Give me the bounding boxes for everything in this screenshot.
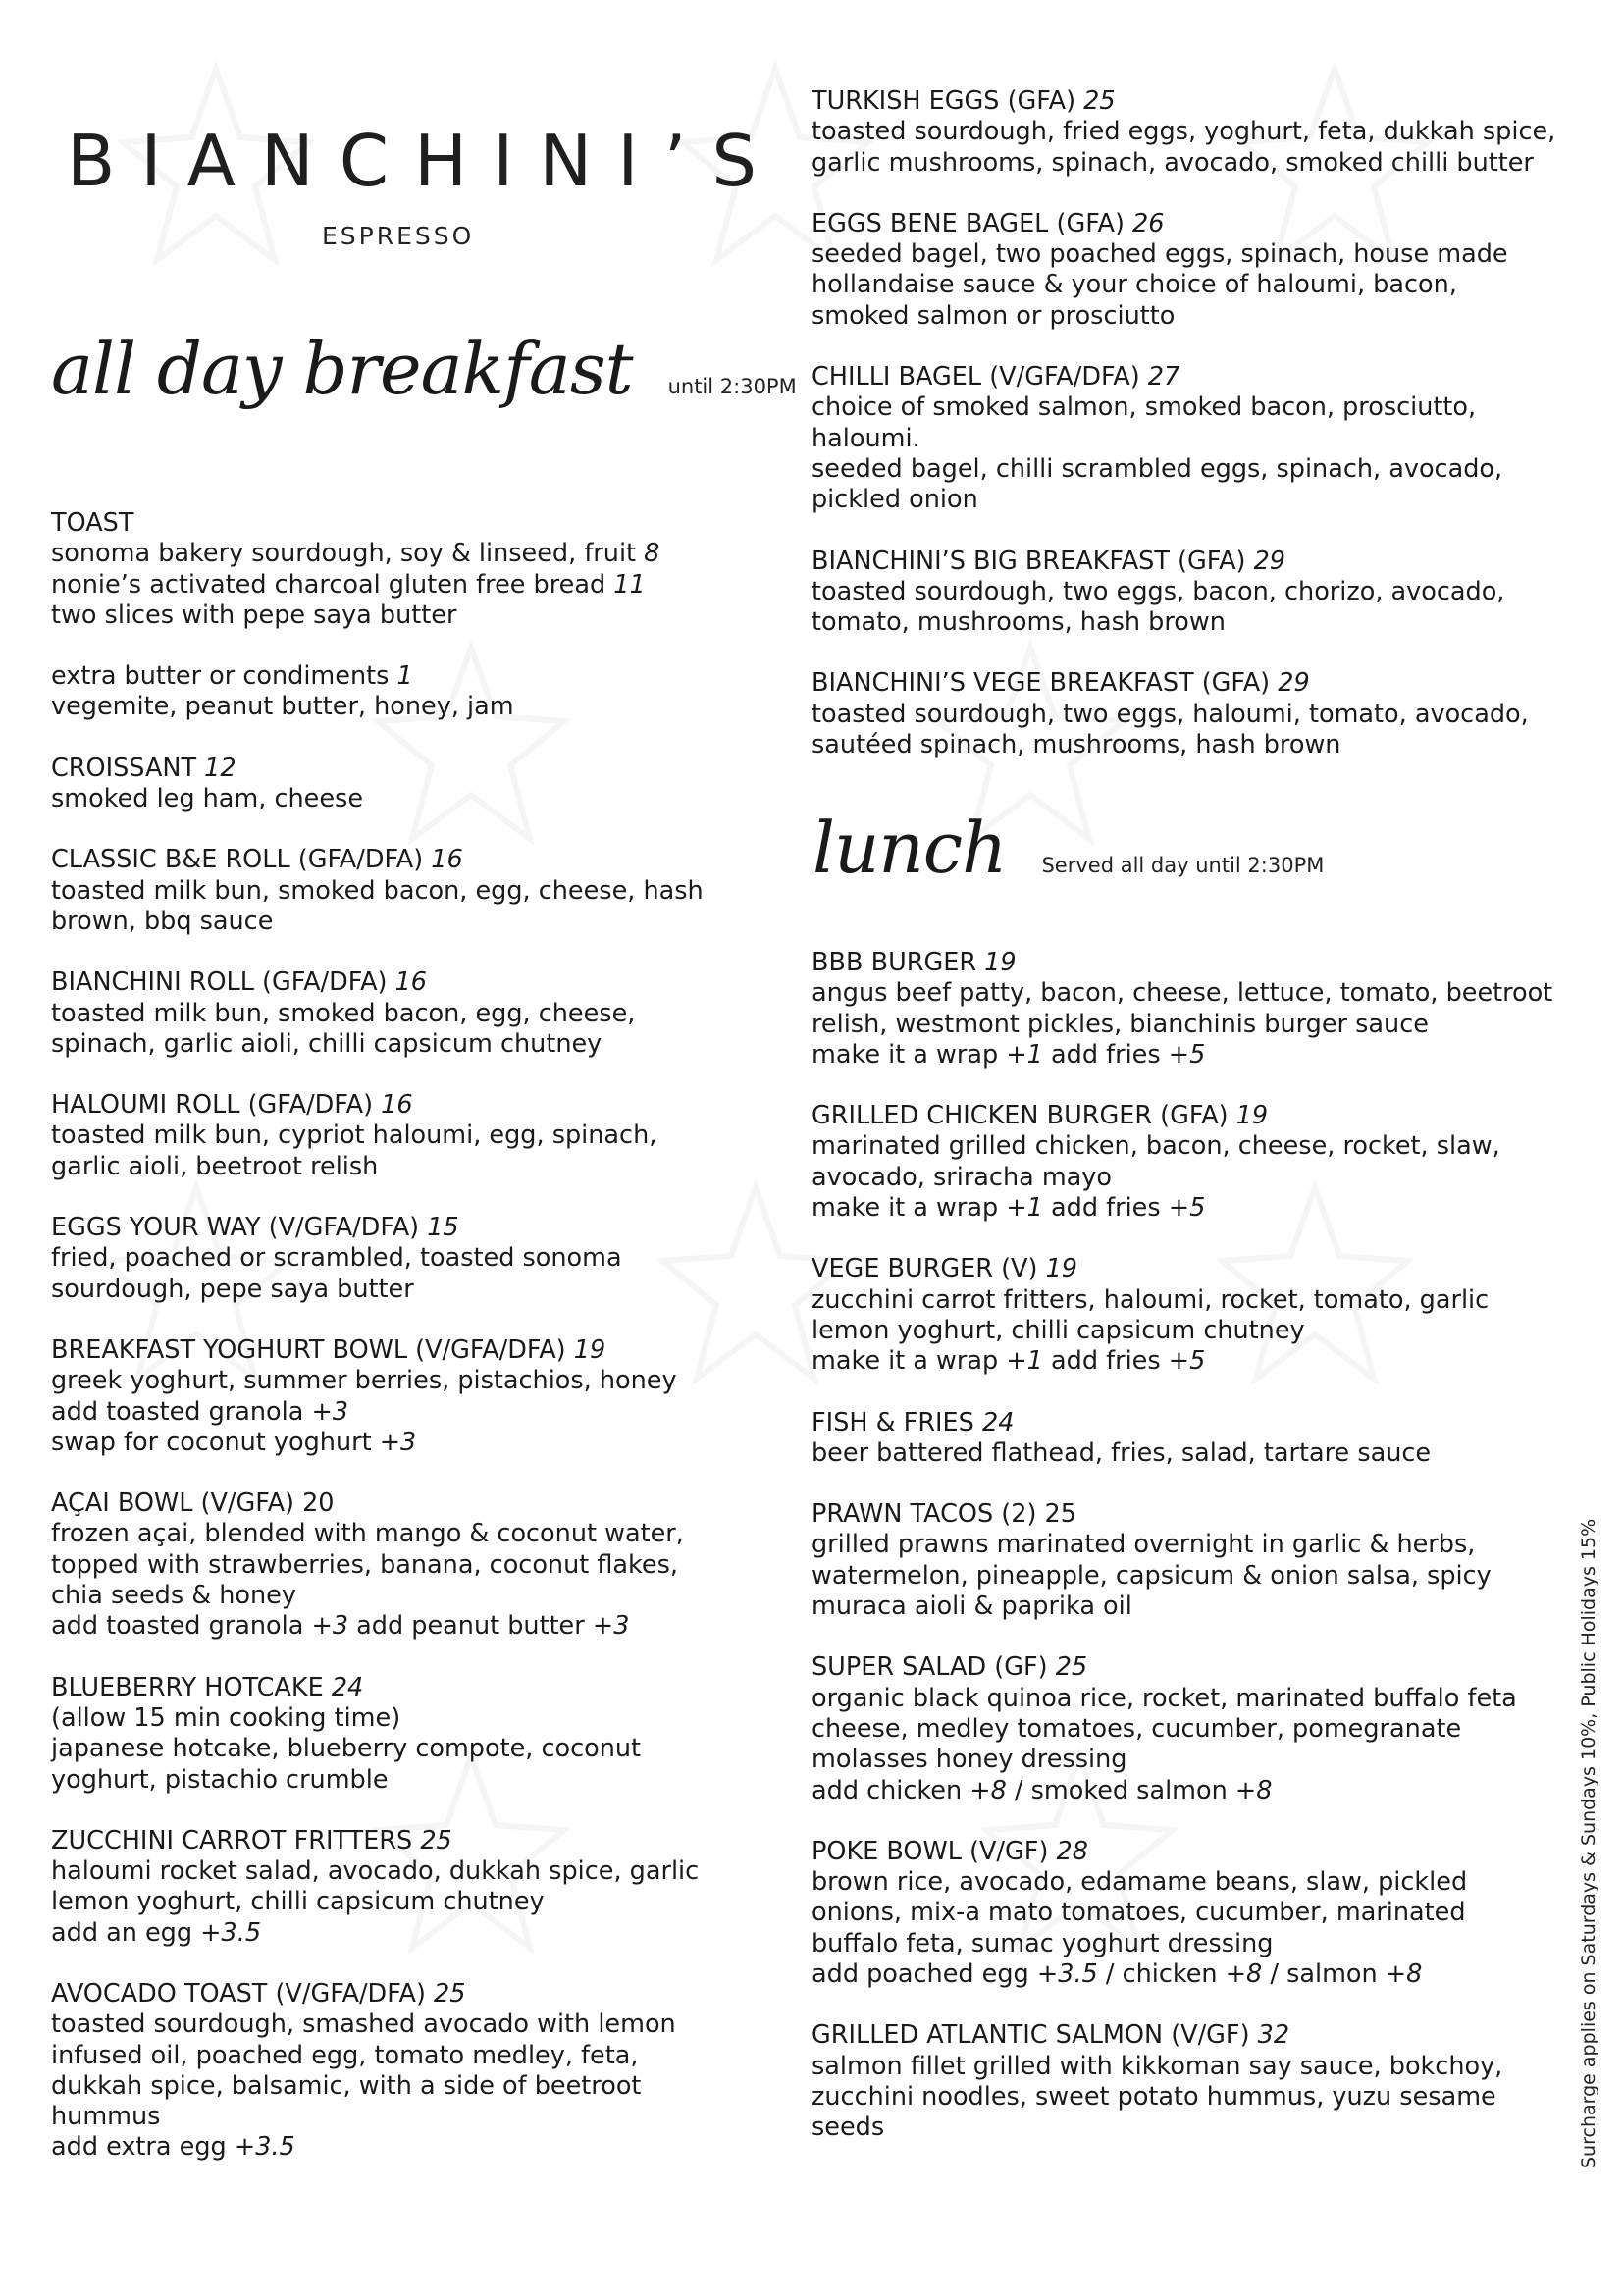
menu-item-text: garlic mushrooms, spinach, avocado, smoked chilli butter xyxy=(812,147,1534,178)
menu-item-description xyxy=(812,607,1577,638)
menu-item-text: yoghurt, pistachio crumble xyxy=(51,1764,389,1795)
menu-item-text: seeds xyxy=(812,2113,885,2143)
menu-item-title xyxy=(51,1488,758,1519)
menu-item-title xyxy=(51,967,758,998)
menu-item-text: BIANCHINI’S BIG BREAKFAST (GFA) xyxy=(812,546,1254,576)
menu-item-description xyxy=(51,999,758,1029)
menu-item-price: +8 xyxy=(1225,1959,1263,1990)
menu-item-description xyxy=(51,2071,758,2102)
menu-item xyxy=(812,2020,1577,2143)
menu-item-text: toasted milk bun, cypriot haloumi, egg, spinach, xyxy=(51,1121,657,1151)
menu-item-title xyxy=(812,209,1577,239)
menu-item-text: topped with strawberries, banana, coconut flakes, xyxy=(51,1549,678,1580)
menu-item-text: haloumi rocket salad, avocado, dukkah spice, garlic xyxy=(51,1856,700,1887)
menu-item-text: (allow 15 min cooking time) xyxy=(51,1702,401,1733)
menu-item-price: 19 xyxy=(573,1334,606,1365)
breakfast-note: until 2:30PM xyxy=(667,375,797,398)
menu-item-description xyxy=(51,784,758,814)
menu-item-text: brown, bbq sauce xyxy=(51,906,274,936)
menu-item-price: 25 xyxy=(434,1978,466,2009)
menu-item-text: sautéed spinach, mushrooms, hash brown xyxy=(812,730,1341,760)
menu-item-text: beer battered flathead, fries, salad, tartare sauce xyxy=(812,1437,1432,1468)
menu-item-description xyxy=(812,2052,1577,2082)
menu-item-description xyxy=(812,1193,1577,1224)
menu-item-text: toasted sourdough, two eggs, haloumi, tomato, avocado, xyxy=(812,699,1529,729)
menu-item xyxy=(812,1408,1577,1470)
menu-item-text: zucchini carrot fritters, haloumi, rocket, tomato, garlic xyxy=(812,1284,1490,1315)
menu-item-title xyxy=(51,1979,758,2009)
menu-item-description xyxy=(51,1703,758,1734)
menu-item-description xyxy=(51,2102,758,2132)
lunch-heading xyxy=(812,807,1325,889)
menu-item-price: +8 xyxy=(1234,1775,1273,1805)
menu-item-text: dukkah spice, balsamic, with a side of beetroot xyxy=(51,2070,642,2101)
menu-item-price: 25 xyxy=(1083,86,1116,116)
menu-item-price: +5 xyxy=(1168,1346,1206,1377)
menu-item-price: +3 xyxy=(311,1396,349,1427)
menu-item-text: BIANCHINI ROLL (GFA/DFA) xyxy=(51,967,395,998)
menu-item-price: +3.5 xyxy=(1036,1959,1098,1990)
menu-item-text: CHILLI BAGEL (V/GFA/DFA) xyxy=(812,362,1148,392)
menu-item-text: extra butter or condiments xyxy=(51,661,397,692)
menu-item-text: POKE BOWL (V/GF) xyxy=(812,1836,1057,1866)
menu-item xyxy=(812,362,1577,515)
menu-item-description xyxy=(812,1285,1577,1316)
menu-item-text: molasses honey dressing xyxy=(812,1745,1127,1775)
breakfast-heading xyxy=(51,328,797,410)
menu-item-title xyxy=(812,948,1577,978)
menu-item-description xyxy=(51,2009,758,2040)
breakfast-title: all day breakfast xyxy=(51,328,633,410)
menu-item-text: buffalo feta, sumac yoghurt dressing xyxy=(812,1928,1274,1958)
menu-item-text: make it a wrap xyxy=(812,1193,1007,1224)
lunch-note: Served all day until 2:30PM xyxy=(1041,854,1325,877)
menu-item-price: 15 xyxy=(427,1213,459,1243)
menu-item-price: 32 xyxy=(1257,2020,1290,2051)
menu-item-text: cheese, medley tomatoes, cucumber, pomegranate xyxy=(812,1713,1462,1744)
menu-item-description xyxy=(812,117,1577,147)
menu-item-text: BBB BURGER xyxy=(812,948,985,977)
menu-item-text: infused oil, poached egg, tomato medley, feta, xyxy=(51,2040,639,2070)
menu-item-title xyxy=(51,845,758,875)
menu-item-description xyxy=(812,392,1577,423)
menu-item-description xyxy=(51,1366,758,1396)
menu-item-title xyxy=(812,1499,1577,1530)
menu-item-text: smoked leg ham, cheese xyxy=(51,784,364,814)
menu-item-price: 19 xyxy=(984,948,1017,977)
menu-item xyxy=(812,547,1577,639)
menu-item-title xyxy=(812,668,1577,699)
menu-item-text: chia seeds & honey xyxy=(51,1581,296,1611)
breakfast-list-left xyxy=(51,508,758,2194)
menu-item-description xyxy=(812,239,1577,270)
menu-item-text: FISH & FRIES xyxy=(812,1407,982,1437)
menu-item xyxy=(812,948,1577,1070)
menu-item-description xyxy=(812,485,1577,515)
menu-item-description xyxy=(51,1856,758,1887)
menu-item-price: +5 xyxy=(1168,1039,1206,1070)
menu-item-description xyxy=(51,1519,758,1549)
menu-item-text: watermelon, pineapple, capsicum & onion salsa, spicy xyxy=(812,1560,1492,1591)
menu-item-title xyxy=(812,1652,1577,1683)
menu-item-title xyxy=(51,1335,758,1366)
breakfast-list-right xyxy=(812,86,1577,791)
menu-item-title xyxy=(812,2020,1577,2051)
menu-item-price: +3.5 xyxy=(234,2132,295,2163)
menu-item-price: 19 xyxy=(1235,1101,1269,1131)
menu-item-description xyxy=(812,1929,1577,1959)
menu-item-text: spinach, garlic aioli, chilli capsicum chutney xyxy=(51,1028,602,1059)
menu-item xyxy=(51,754,758,815)
menu-item-description xyxy=(812,301,1577,332)
menu-item-text: sonoma bakery sourdough, soy & linseed, fruit xyxy=(51,539,645,569)
menu-item-price: +3 xyxy=(592,1611,630,1642)
menu-item-price: 19 xyxy=(1045,1254,1078,1284)
menu-item-text: add fries xyxy=(1042,1193,1169,1224)
menu-item-text: garlic aioli, beetroot relish xyxy=(51,1151,379,1181)
menu-item-description xyxy=(51,1734,758,1764)
menu-item-title xyxy=(51,1673,758,1703)
menu-item-description xyxy=(812,424,1577,454)
menu-item-description xyxy=(51,1581,758,1611)
lunch-list xyxy=(812,948,1577,2174)
menu-item-text: salmon fillet grilled with kikkoman say sauce, bokchoy, xyxy=(812,2051,1503,2081)
menu-item-text: relish, westmont pickles, bianchinis burger sauce xyxy=(812,1009,1429,1039)
menu-item-text: SUPER SALAD (GF) xyxy=(812,1652,1056,1683)
menu-item-text: hollandaise sauce & your choice of haloumi, bacon, xyxy=(812,270,1457,300)
menu-item-text: japanese hotcake, blueberry compote, coconut xyxy=(51,1734,642,1764)
menu-item-description xyxy=(51,1918,758,1949)
menu-item-text: angus beef patty, bacon, cheese, lettuce, tomato, beetroot xyxy=(812,978,1553,1009)
menu-item xyxy=(51,845,758,937)
menu-item xyxy=(812,86,1577,179)
menu-item-text: PRAWN TACOS (2) 25 xyxy=(812,1499,1076,1530)
menu-item-price: 29 xyxy=(1278,668,1310,699)
menu-item-text: HALOUMI ROLL (GFA/DFA) xyxy=(51,1090,382,1121)
menu-item xyxy=(812,1837,1577,1990)
menu-item-text: toasted milk bun, smoked bacon, egg, cheese, xyxy=(51,998,636,1028)
menu-item-text: add toasted granola xyxy=(51,1396,312,1427)
menu-item-text: ZUCCHINI CARROT FRITTERS xyxy=(51,1825,421,1855)
menu-item-title xyxy=(812,1101,1577,1131)
menu-item-price: 12 xyxy=(204,753,236,783)
menu-item-text: BREAKFAST YOGHURT BOWL (V/GFA/DFA) xyxy=(51,1334,574,1365)
menu-item-text: / salmon xyxy=(1262,1959,1386,1990)
menu-item-description xyxy=(51,692,758,722)
menu-item-description xyxy=(51,1765,758,1796)
menu-item-description xyxy=(812,1010,1577,1040)
menu-item xyxy=(812,1652,1577,1805)
menu-item xyxy=(812,1101,1577,1224)
surcharge-note: Surcharge applies on Saturdays & Sundays 10%, Public Holidays 15% xyxy=(1578,1518,1599,2168)
menu-item-description xyxy=(51,1029,758,1060)
brand-name: BIANCHINI’S xyxy=(67,120,783,202)
menu-item xyxy=(51,1213,758,1305)
menu-item-title xyxy=(812,362,1577,392)
menu-item-description xyxy=(812,1561,1577,1592)
menu-item-price: 16 xyxy=(394,967,428,998)
menu-item-text: seeded bagel, two poached eggs, spinach, house made xyxy=(812,239,1508,270)
menu-item-description xyxy=(51,1243,758,1274)
menu-item-description xyxy=(812,1163,1577,1193)
menu-item-price: 26 xyxy=(1132,208,1165,238)
menu-item-title xyxy=(51,1090,758,1121)
menu-item-text: make it a wrap xyxy=(812,1039,1007,1070)
menu-item-description xyxy=(51,1152,758,1182)
menu-item-price: +1 xyxy=(1006,1193,1043,1224)
menu-item-description xyxy=(812,730,1577,760)
menu-item-description xyxy=(51,600,758,631)
menu-item-text: add toasted granola xyxy=(51,1611,312,1642)
menu-item-price: +8 xyxy=(969,1775,1007,1805)
menu-item-price: 29 xyxy=(1253,546,1286,576)
menu-item-text: marinated grilled chicken, bacon, cheese, rocket, slaw, xyxy=(812,1131,1500,1162)
menu-item-description xyxy=(812,1592,1577,1622)
menu-item-text: onions, mix-a mato tomatoes, cucumber, marinated xyxy=(812,1898,1466,1928)
menu-item-description xyxy=(812,1346,1577,1377)
menu-item-title xyxy=(51,1826,758,1856)
menu-item-title xyxy=(812,1408,1577,1438)
menu-item-text: lemon yoghurt, chilli capsicum chutney xyxy=(51,1887,545,1917)
menu-item-text: lemon yoghurt, chilli capsicum chutney xyxy=(812,1315,1305,1345)
menu-item-text: greek yoghurt, summer berries, pistachios, honey xyxy=(51,1366,677,1396)
menu-item-text: EGGS BENE BAGEL (GFA) xyxy=(812,208,1133,238)
menu-item-text: sourdough, pepe saya butter xyxy=(51,1274,414,1304)
menu-item-text: BLUEBERRY HOTCAKE xyxy=(51,1672,332,1702)
menu-item-text: toasted sourdough, smashed avocado with lemon xyxy=(51,2009,676,2040)
menu-item-text: toasted sourdough, fried eggs, yoghurt, feta, dukkah spice, xyxy=(812,117,1556,147)
menu-item-text: tomato, mushrooms, hash brown xyxy=(812,607,1226,638)
menu-item-text: grilled prawns marinated overnight in garlic & herbs, xyxy=(812,1530,1476,1560)
menu-item-title xyxy=(812,86,1577,117)
menu-item-text: / smoked salmon xyxy=(1006,1775,1235,1805)
menu-item-text: add poached egg xyxy=(812,1959,1037,1990)
menu-item-description xyxy=(812,1745,1577,1775)
menu-item-price: 24 xyxy=(981,1407,1015,1437)
menu-item-text: add fries xyxy=(1042,1346,1169,1377)
menu-item-text: toasted sourdough, two eggs, bacon, chorizo, avocado, xyxy=(812,576,1505,606)
menu-item-description xyxy=(51,876,758,907)
menu-item-price: +3 xyxy=(379,1427,417,1457)
menu-item-price: 1 xyxy=(396,661,413,692)
menu-item-price: 28 xyxy=(1056,1836,1088,1866)
menu-item-text: / chicken xyxy=(1097,1959,1226,1990)
menu-item-price: 16 xyxy=(381,1090,413,1121)
menu-item-description xyxy=(812,270,1577,300)
menu-item-text: frozen açai, blended with mango & coconut water, xyxy=(51,1519,684,1549)
menu-item-text: two slices with pepe saya butter xyxy=(51,600,457,630)
menu-item-text: fried, poached or scrambled, toasted sonoma xyxy=(51,1243,622,1274)
menu-item-text: TOAST xyxy=(51,508,134,538)
menu-item xyxy=(51,1826,758,1949)
menu-item-description xyxy=(51,539,758,569)
menu-item-text: add chicken xyxy=(812,1775,970,1805)
menu-item-description xyxy=(812,700,1577,730)
menu-item-description xyxy=(812,454,1577,485)
menu-item-text: muraca aioli & paprika oil xyxy=(812,1592,1132,1622)
brand-logo xyxy=(67,120,783,250)
menu-item-price: +5 xyxy=(1168,1193,1206,1224)
menu-item-text: pickled onion xyxy=(812,485,978,515)
menu-item-description xyxy=(51,570,758,600)
menu-item-description xyxy=(812,1040,1577,1070)
menu-item-text: GRILLED ATLANTIC SALMON (V/GF) xyxy=(812,2020,1258,2051)
menu-item-text: CROISSANT xyxy=(51,753,205,783)
menu-item xyxy=(51,967,758,1060)
menu-item-text: BIANCHINI’S VEGE BREAKFAST (GFA) xyxy=(812,668,1279,699)
menu-item-text: add peanut butter xyxy=(348,1611,593,1642)
menu-item-price: 16 xyxy=(431,845,463,875)
menu-item-title xyxy=(812,1837,1577,1867)
menu-item-text: EGGS YOUR WAY (V/GFA/DFA) xyxy=(51,1213,428,1243)
menu-item-description xyxy=(51,1611,758,1642)
menu-item-description xyxy=(51,1275,758,1305)
menu-item-description xyxy=(812,1714,1577,1745)
menu-item-text: CLASSIC B&E ROLL (GFA/DFA) xyxy=(51,845,432,875)
menu-item-text: avocado, sriracha mayo xyxy=(812,1162,1112,1192)
menu-item-description xyxy=(812,1316,1577,1346)
menu-item-description xyxy=(51,2041,758,2071)
menu-item-title xyxy=(51,508,758,539)
menu-item xyxy=(812,1254,1577,1377)
menu-item-description xyxy=(812,1438,1577,1469)
menu-item-price: +3 xyxy=(311,1611,349,1642)
menu-item-title xyxy=(812,547,1577,577)
menu-item-text: AVOCADO TOAST (V/GFA/DFA) xyxy=(51,1978,435,2009)
menu-item-price: 24 xyxy=(331,1672,364,1702)
menu-item-text: swap for coconut yoghurt xyxy=(51,1427,380,1457)
menu-item-price: +1 xyxy=(1006,1039,1043,1070)
menu-item xyxy=(51,1673,758,1796)
menu-item-description xyxy=(51,1397,758,1428)
menu-item-description xyxy=(51,1121,758,1151)
menu-item-text: zucchini noodles, sweet potato hummus, yuzu sesame xyxy=(812,2081,1496,2112)
menu-item-text: hummus xyxy=(51,2102,161,2132)
menu-item xyxy=(51,508,758,631)
menu-item-text: smoked salmon or prosciutto xyxy=(812,300,1176,331)
menu-item-description xyxy=(51,907,758,937)
menu-item-title xyxy=(51,754,758,784)
menu-item-description xyxy=(51,2132,758,2163)
menu-item-description xyxy=(812,978,1577,1009)
menu-item-text: GRILLED CHICKEN BURGER (GFA) xyxy=(812,1101,1236,1131)
menu-item-price: 25 xyxy=(1055,1652,1088,1683)
menu-item-description xyxy=(812,148,1577,179)
menu-item-description xyxy=(812,1867,1577,1898)
menu-item-text: toasted milk bun, smoked bacon, egg, cheese, hash xyxy=(51,875,704,906)
menu-item-text: AÇAI BOWL (V/GFA) 20 xyxy=(51,1488,335,1519)
menu-item-price: +3.5 xyxy=(200,1917,262,1948)
menu-item-text: seeded bagel, chilli scrambled eggs, spinach, avocado, xyxy=(812,453,1503,484)
menu-item xyxy=(812,668,1577,760)
menu-item-description xyxy=(51,1887,758,1917)
menu-item-description xyxy=(812,1898,1577,1928)
menu-item-description xyxy=(812,1959,1577,1990)
menu-item xyxy=(51,1979,758,2164)
menu-item-description xyxy=(812,1776,1577,1806)
menu-item-text: nonie’s activated charcoal gluten free bread xyxy=(51,569,614,600)
menu-item-text: VEGE BURGER (V) xyxy=(812,1254,1046,1284)
menu-item xyxy=(812,1499,1577,1622)
menu-item-text: add extra egg xyxy=(51,2132,235,2163)
menu-item xyxy=(51,661,758,723)
menu-item-text: brown rice, avocado, edamame beans, slaw, pickled xyxy=(812,1867,1468,1898)
menu-item-text: vegemite, peanut butter, honey, jam xyxy=(51,692,514,722)
menu-item-title xyxy=(51,1213,758,1243)
menu-item-price: 8 xyxy=(644,539,660,569)
menu-item-price: 25 xyxy=(420,1825,452,1855)
menu-item-price: +8 xyxy=(1385,1959,1423,1990)
menu-item xyxy=(51,1335,758,1458)
menu-item-description xyxy=(51,1428,758,1458)
menu-item xyxy=(812,209,1577,332)
menu-item-description xyxy=(812,577,1577,607)
menu-item-description xyxy=(812,1684,1577,1714)
brand-subtitle: ESPRESSO xyxy=(322,222,475,250)
menu-item-text: add fries xyxy=(1042,1039,1169,1070)
menu-item-text: haloumi. xyxy=(812,423,920,453)
menu-item-description xyxy=(812,1131,1577,1162)
menu-item-text: choice of smoked salmon, smoked bacon, prosciutto, xyxy=(812,392,1477,423)
menu-item-title xyxy=(51,661,758,692)
menu-item-description xyxy=(812,2113,1577,2143)
menu-item-title xyxy=(812,1254,1577,1284)
menu-item xyxy=(51,1090,758,1182)
menu-item-text: add an egg xyxy=(51,1917,201,1948)
lunch-title: lunch xyxy=(812,807,1007,889)
menu-item-text: make it a wrap xyxy=(812,1346,1007,1377)
menu-item-description xyxy=(812,1530,1577,1560)
menu-item-price: +1 xyxy=(1006,1346,1043,1377)
menu-item-text: TURKISH EGGS (GFA) xyxy=(812,86,1084,116)
menu-item-price: 27 xyxy=(1147,362,1180,392)
menu-item-price: 11 xyxy=(613,569,646,600)
menu-item-text: organic black quinoa rice, rocket, marinated buffalo feta xyxy=(812,1683,1517,1713)
menu-item xyxy=(51,1488,758,1642)
menu-item-description xyxy=(812,2082,1577,2113)
menu-item-description xyxy=(51,1550,758,1581)
